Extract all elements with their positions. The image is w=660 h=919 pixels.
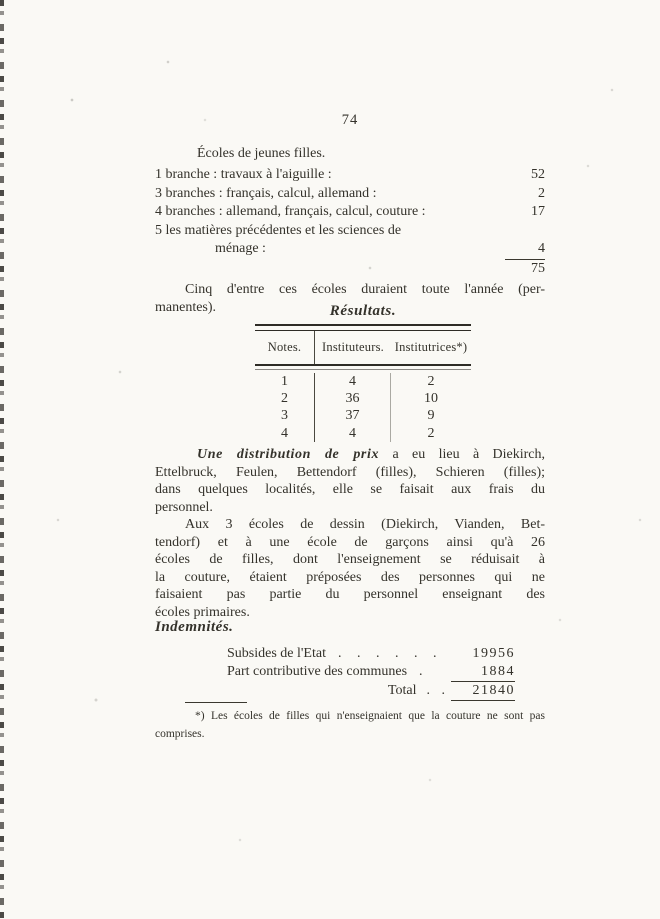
total-label: Total [387, 683, 417, 698]
indemnity-row-communes [227, 663, 515, 682]
table-row [255, 425, 471, 442]
list-item-text [155, 260, 505, 279]
cell-institutrices: 9 [427, 408, 435, 424]
cell-institutrices: 10 [424, 391, 438, 407]
cell-note: 1 [255, 373, 315, 390]
table-row [255, 407, 471, 424]
paragraph-ecoles-de-dessin [155, 516, 545, 622]
results-table-section [255, 303, 471, 442]
list-item [155, 203, 545, 222]
list-item-text: 5 les matières précédentes et les sciences de [155, 222, 402, 238]
cell-note: 4 [255, 425, 315, 442]
footnote-text-line: comprises. [155, 727, 205, 740]
list-item [155, 166, 545, 185]
list-item [155, 222, 545, 241]
table-title: Résultats. [329, 303, 397, 319]
text-line: tendorf) et à une école de garçons ainsi qu'à 26 [155, 534, 545, 550]
paragraph-distribution-de-prix [155, 446, 545, 516]
scan-edge-artifact [0, 0, 4, 919]
text-line: dans quelques localités, elle se faisait aux frais du [155, 482, 545, 498]
table-row [255, 373, 471, 390]
table-header-row [255, 331, 471, 364]
dot-leader: . . . . . . [337, 646, 437, 661]
text-line: la couture, étaient préposées des personnes qui ne [155, 569, 545, 585]
page-content [155, 0, 545, 919]
list-item-value: 52 [531, 167, 545, 182]
dot-leader: . . [426, 683, 445, 698]
text-line: Ettelbruck, Feulen, Bettendorf (filles), Schieren (filles); [155, 464, 545, 480]
text-line: écoles primaires. [155, 604, 250, 620]
footnote-text-line: *) Les écoles de filles qui n'enseignaient que la couture ne sont pas [195, 710, 545, 722]
footnote-section [155, 702, 545, 743]
list-item-text: 3 branches : français, calcul, allemand : [155, 185, 377, 201]
emphasized-lead-text: Une distribution de prix [197, 447, 380, 462]
list-item-text: ménage : [215, 241, 266, 256]
indemnity-row-subsides [227, 645, 515, 663]
cell-instituteurs: 37 [315, 407, 391, 424]
cell-instituteurs: 4 [315, 425, 391, 442]
cell-institutrices: 2 [427, 425, 435, 441]
indemnity-row-total [227, 682, 515, 701]
list-item [155, 185, 545, 204]
dot-leader: . [419, 664, 423, 679]
text-line: écoles de filles, dont l'enseignement se réduisait à [155, 552, 545, 568]
branch-count-list [155, 166, 545, 278]
indemnites-section [155, 619, 545, 701]
indemnity-value-addend: 1884 [451, 663, 515, 682]
column-header-notes: Notes. [255, 331, 315, 364]
table-body [255, 370, 471, 442]
section-heading-ecoles: Écoles de jeunes filles. [197, 146, 326, 161]
indemnity-label: Part contributive des communes [227, 664, 408, 679]
list-item-value: 17 [531, 204, 545, 219]
indemnity-label: Subsides de l'Etat [227, 646, 326, 661]
list-item-text: 4 branches : allemand, français, calcul, couture : [155, 204, 426, 219]
list-item [155, 240, 545, 260]
text-line: Cinq d'entre ces écoles duraient toute l'année (per- [185, 282, 545, 297]
list-total-row [155, 260, 545, 279]
cell-instituteurs: 36 [315, 390, 391, 407]
list-item-value-addend: 4 [505, 240, 545, 260]
cell-note: 3 [255, 407, 315, 424]
column-header-institutrices: Institutrices*) [394, 340, 468, 354]
table-top-rule [255, 324, 471, 331]
page-number: 74 [341, 112, 359, 128]
total-value: 21840 [451, 682, 515, 701]
lead-line-rest: a eu lieu à Diekirch, [379, 447, 545, 462]
cell-instituteurs: 4 [315, 373, 391, 390]
indemnites-heading: Indemnités. [155, 619, 234, 635]
indemnity-value: 19956 [472, 646, 515, 661]
text-line [155, 446, 545, 464]
table-row [255, 390, 471, 407]
list-total-value: 75 [531, 260, 545, 276]
results-table [255, 324, 471, 442]
list-item-value [505, 222, 545, 241]
text-line: faisaient pas partie du personnel enseignant des [155, 587, 545, 603]
text-line: personnel. [155, 499, 213, 515]
cell-note: 2 [255, 390, 315, 407]
text-line: manentes). [155, 299, 217, 315]
column-header-instituteurs: Instituteurs. [322, 340, 384, 354]
list-item-text: 1 branche : travaux à l'aiguille : [155, 167, 332, 182]
cell-institutrices: 2 [427, 374, 435, 389]
footnote-separator-rule [185, 702, 247, 703]
text-line: Aux 3 écoles de dessin (Diekirch, Vianden, Bet- [185, 517, 545, 532]
list-item-value: 2 [538, 185, 545, 201]
